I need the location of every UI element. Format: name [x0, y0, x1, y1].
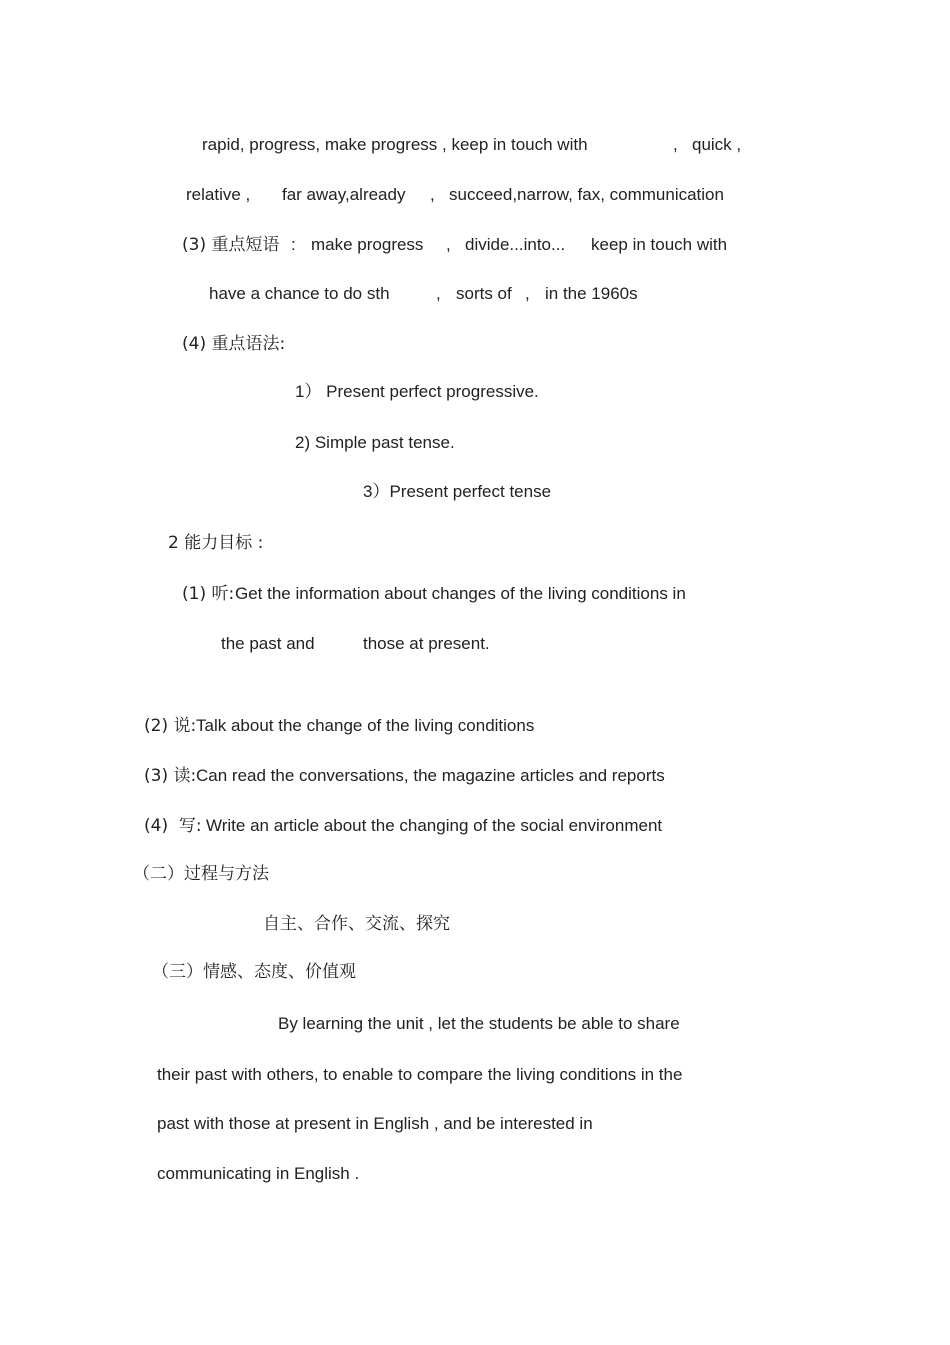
read-text: Can read the conversations, the magazine articles and reports: [196, 766, 665, 785]
ability-heading: 2 能力目标 :: [168, 533, 264, 553]
phrase-sorts-of: sorts of: [456, 284, 512, 303]
phrase-divide-into: divide...into...: [465, 235, 566, 254]
phrase-comma-2: ,: [436, 284, 441, 303]
listen-label: (1) 听:: [182, 584, 235, 604]
grammar-item-3: 3）Present perfect tense: [363, 482, 552, 501]
phrases-label: (3) 重点短语: [182, 235, 280, 255]
grammar-item-2: 2) Simple past tense.: [295, 433, 455, 452]
write-label: (4) 写:: [144, 816, 202, 836]
vocab-line-1a: rapid, progress, make progress , keep in touch with: [202, 135, 588, 154]
vocab-line-1b: ,: [673, 135, 678, 154]
vocab-line-2b: far away,already: [282, 185, 406, 204]
speak-text: Talk about the change of the living conditions: [196, 716, 535, 735]
speak-label: (2) 说:: [144, 716, 197, 736]
phrase-comma-3: ,: [525, 284, 530, 303]
process-heading: （二）过程与方法: [133, 864, 269, 884]
emotion-line-2: their past with others, to enable to compare the living conditions in the: [157, 1065, 683, 1084]
emotion-heading: （三）情感、态度、价值观: [152, 962, 356, 982]
grammar-label: (4) 重点语法:: [182, 334, 286, 354]
vocab-line-1c: quick ,: [692, 135, 742, 154]
phrase-1960s: in the 1960s: [545, 284, 638, 303]
emotion-line-4: communicating in English .: [157, 1164, 360, 1183]
vocab-line-2d: succeed,narrow, fax, communication: [449, 185, 724, 204]
vocab-line-2a: relative ,: [186, 185, 251, 204]
listen-text: Get the information about changes of the living conditions in: [235, 584, 686, 603]
phrases-colon: :: [291, 235, 296, 254]
phrase-have-a-chance: have a chance to do sth: [209, 284, 390, 303]
listen-cont-a: the past and: [221, 634, 315, 653]
emotion-line-1: By learning the unit , let the students be able to share: [278, 1014, 680, 1033]
vocab-line-2c: ,: [430, 185, 435, 204]
write-text: Write an article about the changing of the social environment: [206, 816, 663, 835]
read-label: (3) 读:: [144, 766, 197, 786]
emotion-line-3: past with those at present in English , and be interested in: [157, 1114, 593, 1133]
grammar-item-1: 1） Present perfect progressive.: [295, 382, 539, 401]
phrase-comma-1: ,: [446, 235, 451, 254]
phrase-keep-in-touch: keep in touch with: [591, 235, 728, 254]
listen-cont-b: those at present.: [363, 634, 490, 653]
phrase-make-progress: make progress: [311, 235, 424, 254]
process-methods: 自主、合作、交流、探究: [263, 914, 450, 934]
